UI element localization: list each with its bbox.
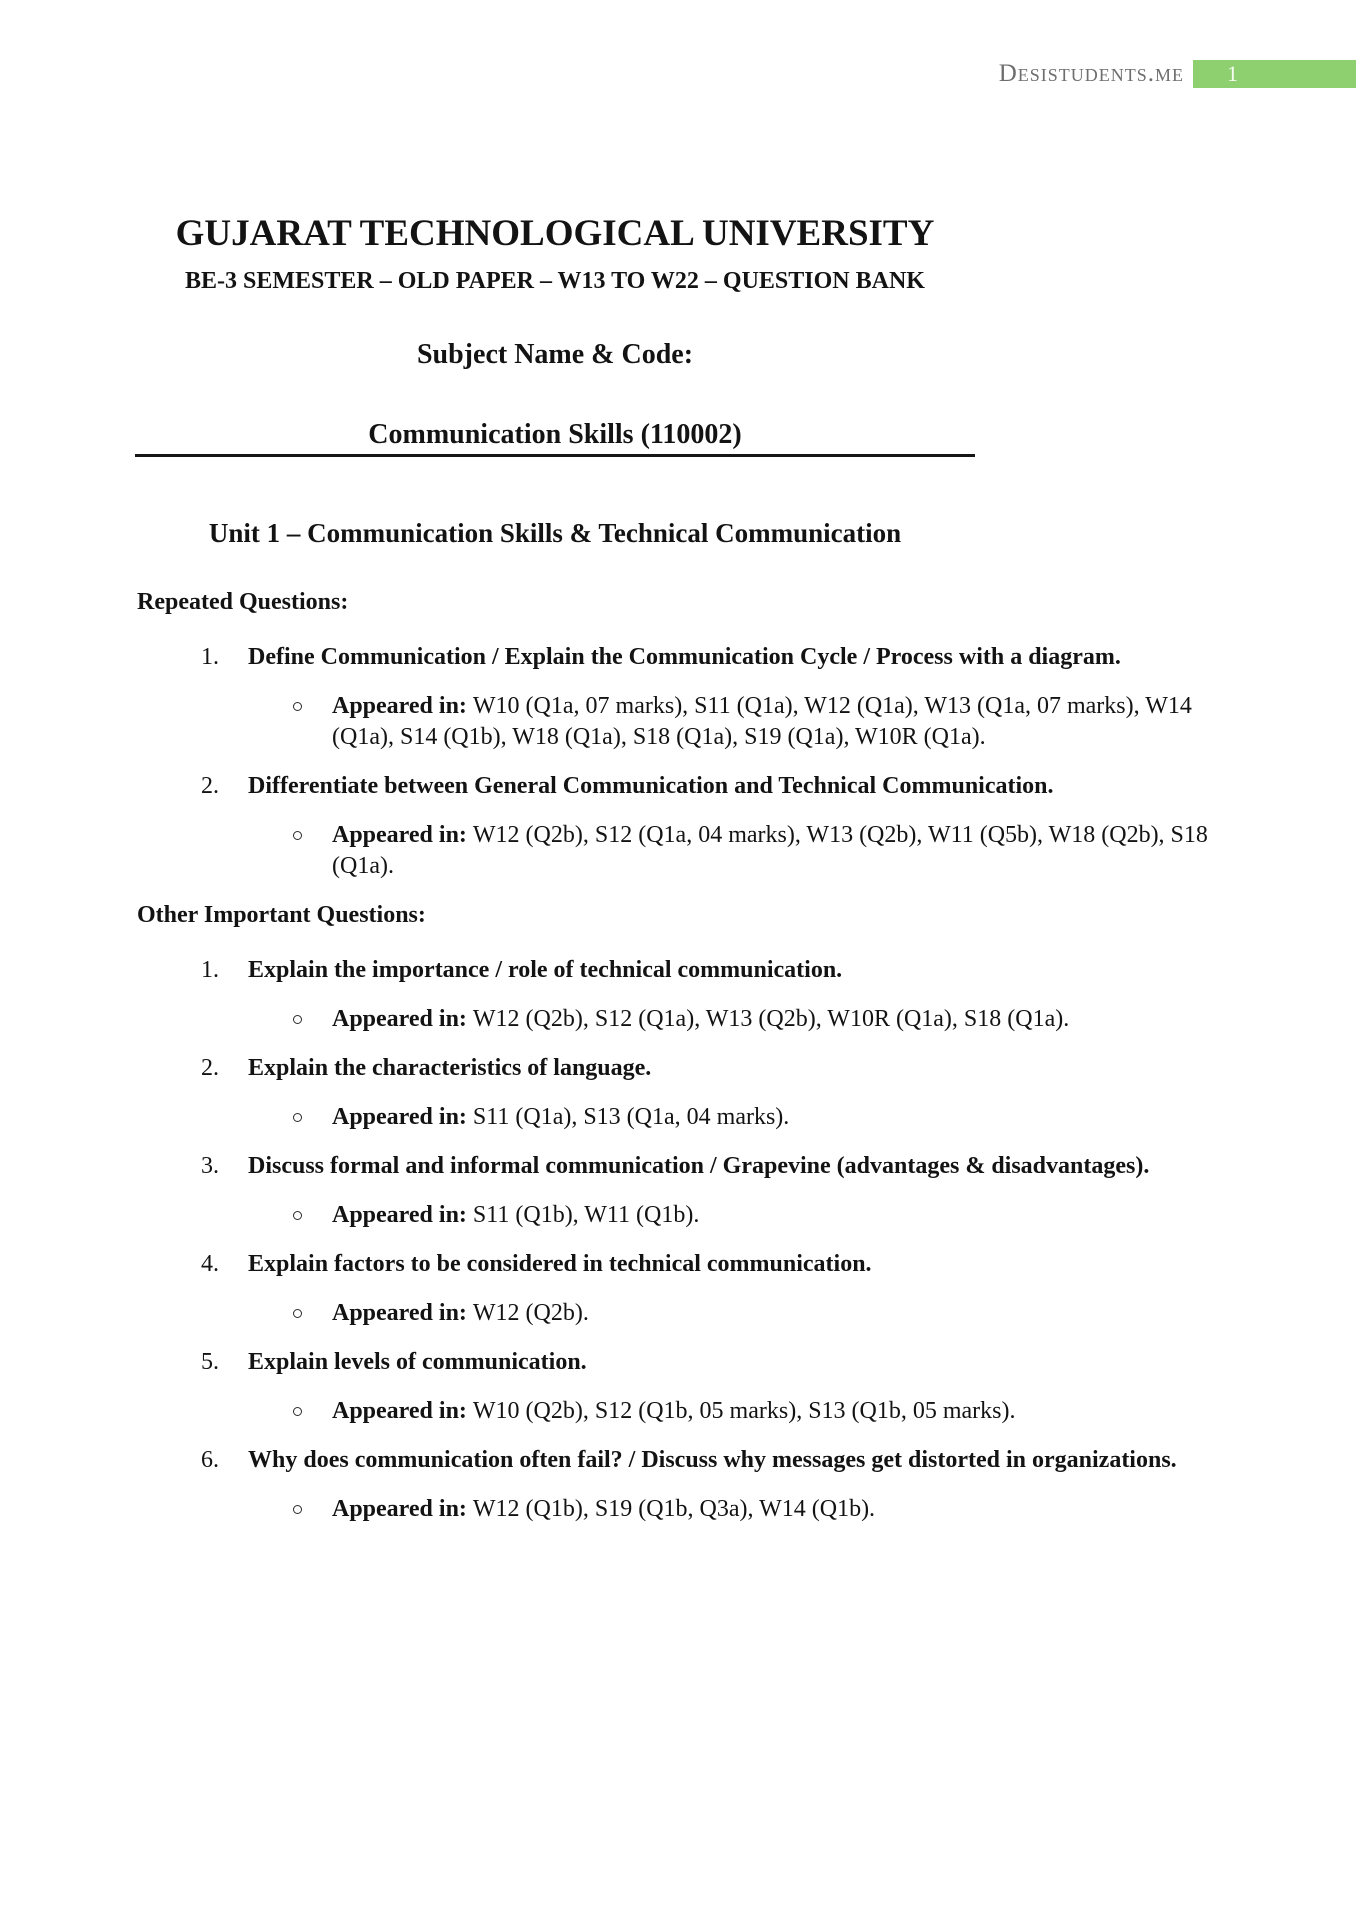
question-text: Define Communication / Explain the Communication Cycle / Process with a diagram. — [248, 644, 1121, 670]
question-bank-banner: BE-3 SEMESTER – OLD PAPER – W13 TO W22 – QUESTION BANK — [185, 268, 925, 294]
appeared-in-label: Appeared in: — [332, 1496, 473, 1522]
appeared-in-text: W12 (Q2b). — [472, 1300, 589, 1326]
appeared-in-label: Appeared in: — [332, 822, 473, 848]
subject-label: Subject Name & Code: — [416, 339, 694, 370]
question-item — [137, 1445, 1227, 1476]
appeared-in-item — [137, 1298, 1227, 1329]
question-number: 2. — [201, 1055, 219, 1081]
question-number: 5. — [201, 1349, 219, 1375]
question-item — [137, 642, 1227, 673]
appeared-in-label: Appeared in: — [332, 1398, 473, 1424]
question-text: Explain the characteristics of language. — [248, 1055, 652, 1081]
appeared-in-text: S11 (Q1a), S13 (Q1a, 04 marks). — [472, 1104, 790, 1130]
question-text: Why does communication often fail? / Discuss why messages get distorted in organizations. — [248, 1447, 1177, 1473]
appeared-in-item — [137, 1396, 1227, 1427]
circle-bullet-icon — [293, 1113, 302, 1122]
section-heading: Other Important Questions: — [137, 902, 426, 928]
appeared-in-item — [137, 1004, 1227, 1035]
section-heading: Repeated Questions: — [137, 589, 349, 615]
circle-bullet-icon — [293, 1407, 302, 1416]
question-text: Explain the importance / role of technical communication. — [248, 957, 843, 983]
question-item — [137, 1053, 1227, 1084]
subject-value: Communication Skills (110002) — [368, 419, 742, 450]
question-text: Explain factors to be considered in technical communication. — [248, 1251, 872, 1277]
title-block — [135, 0, 975, 550]
question-item — [137, 1249, 1227, 1280]
appeared-in-label: Appeared in: — [332, 1202, 473, 1228]
question-text: Differentiate between General Communication and Technical Communication. — [248, 773, 1054, 799]
divider-line — [135, 454, 975, 457]
page-header — [999, 56, 1358, 92]
site-name: Desistudents.me — [998, 60, 1184, 87]
question-item — [137, 955, 1227, 986]
appeared-in-item — [137, 691, 1227, 753]
appeared-in-text: W10 (Q2b), S12 (Q1b, 05 marks), S13 (Q1b, 05 marks). — [472, 1398, 1016, 1424]
circle-bullet-icon — [293, 1309, 302, 1318]
page-number: 1 — [1227, 61, 1238, 86]
question-number: 2. — [201, 773, 219, 799]
circle-bullet-icon — [293, 1015, 302, 1024]
appeared-in-text: W10 (Q1a, 07 marks), S11 (Q1a), W12 (Q1a), W13 (Q1a, 07 marks), W14 (Q1a), S14 (Q1b), W18 (Q1a), S18 (Q1a), S19 (Q1a), W10R (Q1a). — [332, 693, 1192, 750]
question-number: 6. — [201, 1447, 219, 1473]
appeared-in-item — [137, 1200, 1227, 1231]
appeared-in-label: Appeared in: — [332, 1104, 473, 1130]
question-number: 1. — [201, 957, 219, 983]
circle-bullet-icon — [293, 1505, 302, 1514]
question-text: Explain levels of communication. — [248, 1349, 587, 1375]
appeared-in-item — [137, 820, 1227, 882]
circle-bullet-icon — [293, 1211, 302, 1220]
question-number: 4. — [201, 1251, 219, 1277]
question-text: Discuss formal and informal communication / Grapevine (advantages & disadvantages). — [248, 1153, 1150, 1179]
question-number: 3. — [201, 1153, 219, 1179]
circle-bullet-icon — [293, 702, 302, 711]
circle-bullet-icon — [293, 831, 302, 840]
question-sections — [137, 587, 1227, 1525]
question-item — [137, 1347, 1227, 1378]
appeared-in-label: Appeared in: — [332, 1300, 473, 1326]
appeared-in-text: W12 (Q1b), S19 (Q1b, Q3a), W14 (Q1b). — [472, 1496, 876, 1522]
appeared-in-text: W12 (Q2b), S12 (Q1a, 04 marks), W13 (Q2b), W11 (Q5b), W18 (Q2b), S18 (Q1a). — [332, 822, 1208, 879]
page-number-badge — [1193, 60, 1356, 88]
appeared-in-label: Appeared in: — [332, 1006, 473, 1032]
appeared-in-text: S11 (Q1b), W11 (Q1b). — [472, 1202, 700, 1228]
question-item — [137, 771, 1227, 802]
question-number: 1. — [201, 644, 219, 670]
unit-heading: Unit 1 – Communication Skills & Technical Communication — [208, 518, 902, 548]
question-item — [137, 1151, 1227, 1182]
appeared-in-item — [137, 1102, 1227, 1133]
appeared-in-label: Appeared in: — [332, 693, 473, 719]
appeared-in-text: W12 (Q2b), S12 (Q1a), W13 (Q2b), W10R (Q1a), S18 (Q1a). — [472, 1006, 1070, 1032]
university-title: GUJARAT TECHNOLOGICAL UNIVERSITY — [175, 213, 935, 254]
appeared-in-item — [137, 1494, 1227, 1525]
